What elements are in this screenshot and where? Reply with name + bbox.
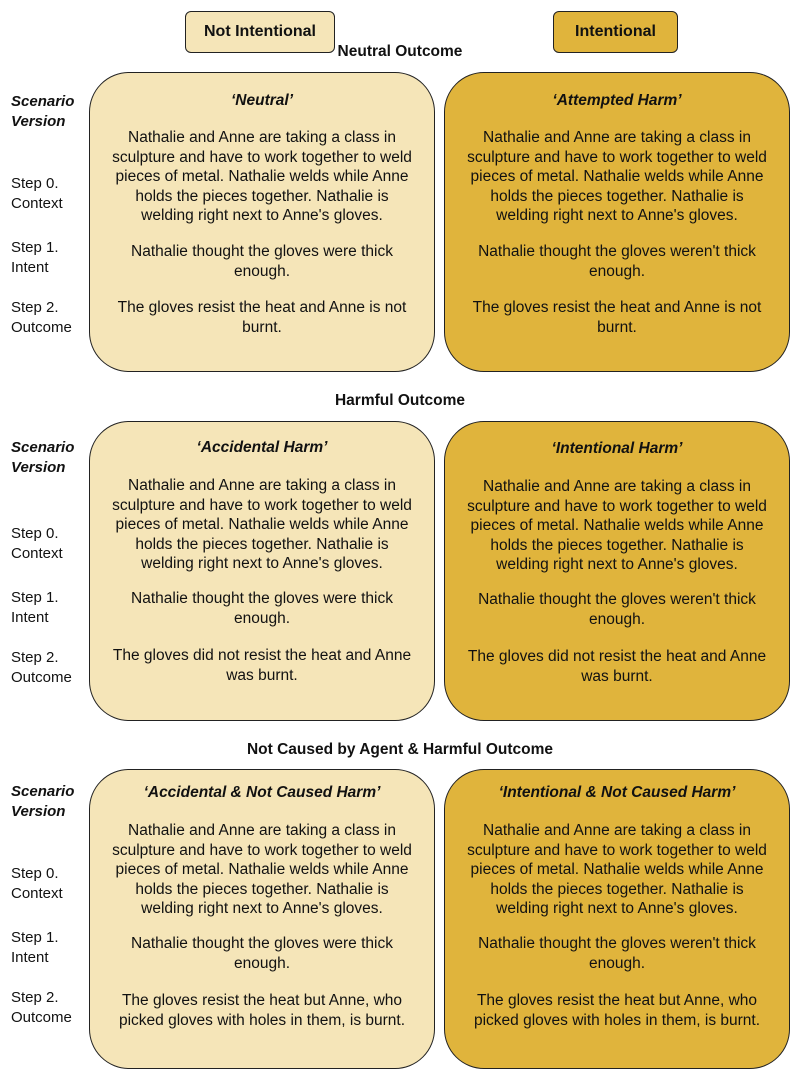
card-title: ‘Attempted Harm’	[552, 92, 682, 109]
label-step2-outcome: Step 2. Outcome	[11, 649, 72, 686]
label-step1-intent: Step 1. Intent	[11, 589, 59, 626]
card-intent: Nathalie thought the gloves were thick enough.	[131, 243, 393, 280]
label-step2-outcome: Step 2. Outcome	[11, 989, 72, 1026]
card-attempted-harm	[444, 72, 790, 372]
card-context: Nathalie and Anne are taking a class in sculpture and have to work together to weld pieces of metal. Nathalie welds while Anne holds the pieces together. Nathalie is welding right next to Anne's gloves.	[467, 478, 767, 573]
section-title-not-caused-harmful: Not Caused by Agent & Harmful Outcome	[246, 741, 553, 758]
legend-intentional-label: Intentional	[575, 23, 656, 40]
card-outcome: The gloves resist the heat but Anne, who picked gloves with holes in them, is burnt.	[473, 992, 761, 1029]
label-step0-context: Step 0. Context	[11, 525, 63, 562]
card-accidental-harm	[89, 421, 435, 721]
card-title: ‘Intentional & Not Caused Harm’	[498, 784, 736, 801]
card-outcome: The gloves did not resist the heat and Anne was burnt.	[467, 648, 767, 685]
section-title-neutral-outcome: Neutral Outcome	[337, 43, 463, 60]
card-title: ‘Accidental Harm’	[196, 439, 328, 456]
card-context: Nathalie and Anne are taking a class in sculpture and have to work together to weld pieces of metal. Nathalie welds while Anne holds the pieces together. Nathalie is welding right next to Anne's gloves.	[112, 129, 412, 224]
label-step0-context: Step 0. Context	[11, 865, 63, 902]
card-context: Nathalie and Anne are taking a class in sculpture and have to work together to weld pieces of metal. Nathalie welds while Anne holds the pieces together. Nathalie is welding right next to Anne's gloves.	[112, 477, 412, 572]
label-scenario-version: Scenario Version	[11, 93, 75, 130]
label-step1-intent: Step 1. Intent	[11, 239, 59, 276]
label-step0-context: Step 0. Context	[11, 175, 63, 212]
card-outcome: The gloves resist the heat but Anne, who picked gloves with holes in them, is burnt.	[118, 992, 406, 1029]
card-outcome: The gloves did not resist the heat and Anne was burnt.	[112, 647, 412, 684]
label-step2-outcome: Step 2. Outcome	[11, 299, 72, 336]
card-intentional-not-caused-harm	[444, 769, 790, 1069]
card-title: ‘Neutral’	[230, 92, 293, 109]
card-accidental-not-caused-harm	[89, 769, 435, 1069]
card-intent: Nathalie thought the gloves weren't thick enough.	[478, 935, 756, 972]
section-title-harmful-outcome: Harmful Outcome	[334, 392, 466, 409]
legend-not-intentional-label: Not Intentional	[204, 23, 316, 40]
card-intent: Nathalie thought the gloves were thick enough.	[131, 935, 393, 972]
card-context: Nathalie and Anne are taking a class in sculpture and have to work together to weld pieces of metal. Nathalie welds while Anne holds the pieces together. Nathalie is welding right next to Anne's gloves.	[467, 822, 767, 917]
card-context: Nathalie and Anne are taking a class in sculpture and have to work together to weld pieces of metal. Nathalie welds while Anne holds the pieces together. Nathalie is welding right next to Anne's gloves.	[467, 129, 767, 224]
card-title: ‘Accidental & Not Caused Harm’	[143, 784, 381, 801]
label-scenario-version: Scenario Version	[11, 783, 75, 820]
card-context: Nathalie and Anne are taking a class in sculpture and have to work together to weld pieces of metal. Nathalie welds while Anne holds the pieces together. Nathalie is welding right next to Anne's gloves.	[112, 822, 412, 917]
card-intent: Nathalie thought the gloves weren't thick enough.	[478, 243, 756, 280]
card-title: ‘Intentional Harm’	[551, 440, 683, 457]
label-scenario-version: Scenario Version	[11, 439, 75, 476]
label-step1-intent: Step 1. Intent	[11, 929, 59, 966]
card-outcome: The gloves resist the heat and Anne is not burnt.	[472, 299, 762, 336]
card-outcome: The gloves resist the heat and Anne is not burnt.	[117, 299, 407, 336]
card-intentional-harm	[444, 421, 790, 721]
card-neutral	[89, 72, 435, 372]
card-intent: Nathalie thought the gloves weren't thick enough.	[478, 591, 756, 628]
card-intent: Nathalie thought the gloves were thick enough.	[131, 590, 393, 627]
